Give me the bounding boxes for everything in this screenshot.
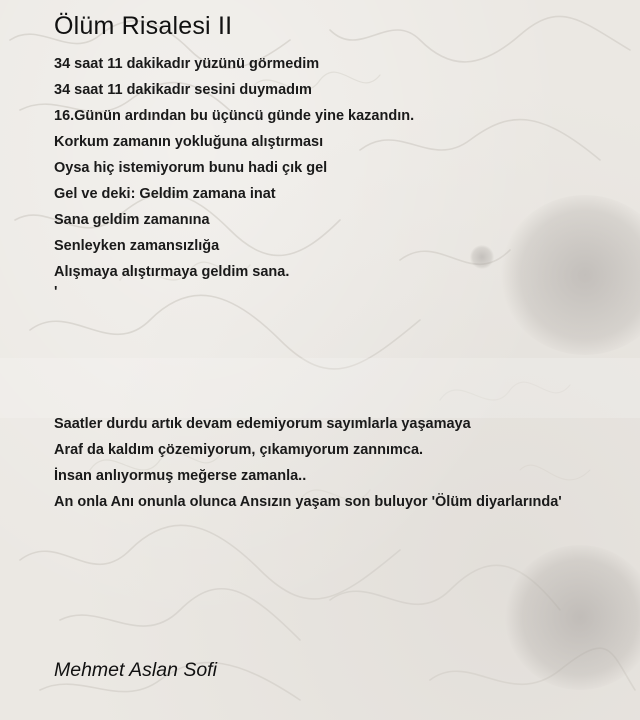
poem-line: 34 saat 11 dakikadır yüzünü görmedim <box>54 56 320 72</box>
poem-line: Gel ve deki: Geldim zamana inat <box>54 186 276 202</box>
poem-line: İnsan anlıyormuş meğerse zamanla.. <box>54 468 307 484</box>
poem-line: ' <box>54 284 58 300</box>
poem-line: 34 saat 11 dakikadır sesini duymadım <box>54 82 312 98</box>
light-band <box>0 358 640 418</box>
poem-line: Araf da kaldım çözemiyorum, çıkamıyorum zannımca. <box>54 442 424 458</box>
poem-line: Oysa hiç istemiyorum bunu hadi çık gel <box>54 160 328 176</box>
poem-title: Ölüm Risalesi II <box>54 12 233 40</box>
poem-line: Sana geldim zamanına <box>54 212 210 228</box>
poem-line: 16.Günün ardından bu üçüncü günde yine kazandın. <box>54 108 415 124</box>
poem-line: Senleyken zamansızlığa <box>54 238 220 254</box>
ink-stain <box>470 245 494 269</box>
author-name: Mehmet Aslan Sofi <box>54 659 217 681</box>
poem-line: Alışmaya alıştırmaya geldim sana. <box>54 264 290 280</box>
poem-line: An onla Anı onunla olunca Ansızın yaşam son buluyor 'Ölüm diyarlarında' <box>54 494 562 510</box>
poem-line: Saatler durdu artık devam edemiyorum sayımlarla yaşamaya <box>54 416 471 432</box>
poem-line: Korkum zamanın yokluğuna alıştırması <box>54 134 324 150</box>
